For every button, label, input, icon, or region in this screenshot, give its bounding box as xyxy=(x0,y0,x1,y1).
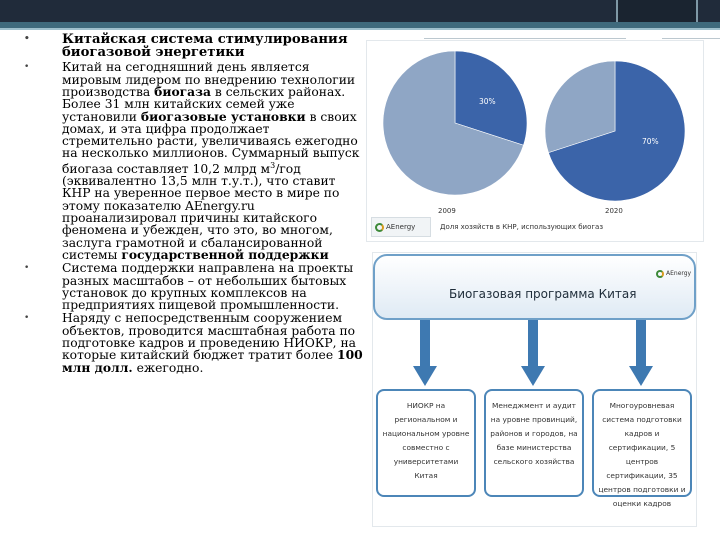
arrow-down-icon xyxy=(521,320,545,386)
arrow-down-icon xyxy=(629,320,653,386)
bullet-title xyxy=(24,33,364,59)
program-logo xyxy=(655,264,692,284)
program-diagram xyxy=(372,252,697,527)
bullet-bold-text: биогазовые установки xyxy=(140,108,306,124)
pie-chart-figure xyxy=(366,40,704,242)
header-band-highlight xyxy=(0,28,720,30)
bullet-text: Наряду с непосредственным сооружением объектов, проводится масштабная работа по подготовке кадров и проведению НИОКР, на которые китайский бюджет тратит более xyxy=(62,311,357,363)
bullet-dot: • xyxy=(24,62,30,73)
bullet-dot: • xyxy=(24,263,30,274)
bullet-list xyxy=(24,33,364,374)
bullet-text: в своих домах, и эта цифра продолжает стремительно расти, увеличиваясь ежегодно на несколько миллионов. Суммарный выпуск биогаза составляет 10,2 млрд м xyxy=(62,109,360,176)
bullet-text: в сельских районах. Более 31 млн китайских семей уже установили xyxy=(62,85,346,124)
arrow-shape xyxy=(413,320,437,386)
bullet-text: Система поддержки направлена на проекты разных масштабов – от небольших бытовых установок до крупных комплексов на предприятиях пищевой промышленности. xyxy=(62,261,354,313)
program-box-research: НИОКР на региональном и национальном уровне совместно с университетами Китая xyxy=(376,389,476,497)
program-box-training: Многоуровневая система подготовки кадров и сертификации, 5 центров сертификации, 35 центров подготовки и оценки кадров xyxy=(592,389,692,497)
logo-icon xyxy=(656,270,664,278)
chart-logo-text: AEnergy xyxy=(386,223,416,231)
arrow-down-icon xyxy=(413,320,437,386)
pie-year-label-2020: 2020 xyxy=(605,207,623,215)
header-band xyxy=(0,0,720,22)
program-box-management: Менеджмент и аудит на уровне провинций, районов и городов, на базе министерства сельского хозяйства xyxy=(484,389,584,497)
program-title-box xyxy=(373,254,696,320)
header-corner-box xyxy=(616,0,698,22)
bullet-text: /год (эквивалентно 13,5 млн т.у.т.), что ставит КНР на уверенное первое место в мире по этому показателю AEnergy.ru проанализировал причины китайского феномена и убежден, что это, во многом, заслуга грамотной и сбалансированной системы xyxy=(62,161,340,262)
bullet-bold-text: биогаза xyxy=(154,84,211,99)
logo-icon xyxy=(375,223,384,232)
pie-slice-label-2020: 70% xyxy=(642,137,659,146)
bullet-text: ежегодно. xyxy=(132,360,204,375)
pie-slice-label-2009: 30% xyxy=(479,97,496,106)
bullet-item xyxy=(24,262,364,311)
bullet-item xyxy=(24,312,364,373)
bullet-text: 3 xyxy=(270,160,276,170)
program-logo-text: AEnergy xyxy=(666,270,692,277)
arrow-shape xyxy=(521,320,545,386)
bullet-bold-text: государственной поддержки xyxy=(121,246,329,262)
bullet-bold-text: 100 млн долл. xyxy=(62,347,363,375)
bullet-text: Китай на сегодняшний день является мировым лидером по внедрению технологии производства xyxy=(62,60,356,99)
bullet-dot: • xyxy=(24,34,30,44)
chart-caption: Доля хозяйств в КНР, использующих биогаз xyxy=(440,223,604,231)
header-rule-right xyxy=(662,38,720,39)
program-title: Биогазовая программа Китая xyxy=(449,287,637,301)
bullet-dot: • xyxy=(24,313,30,324)
bullet-item xyxy=(24,61,364,261)
arrow-shape xyxy=(629,320,653,386)
chart-logo xyxy=(371,217,431,237)
pie-year-label-2009: 2009 xyxy=(438,207,456,215)
header-rule-left xyxy=(424,38,626,39)
bullet-title-text: Китайская система стимулирования биогазовой энергетики xyxy=(62,32,348,61)
